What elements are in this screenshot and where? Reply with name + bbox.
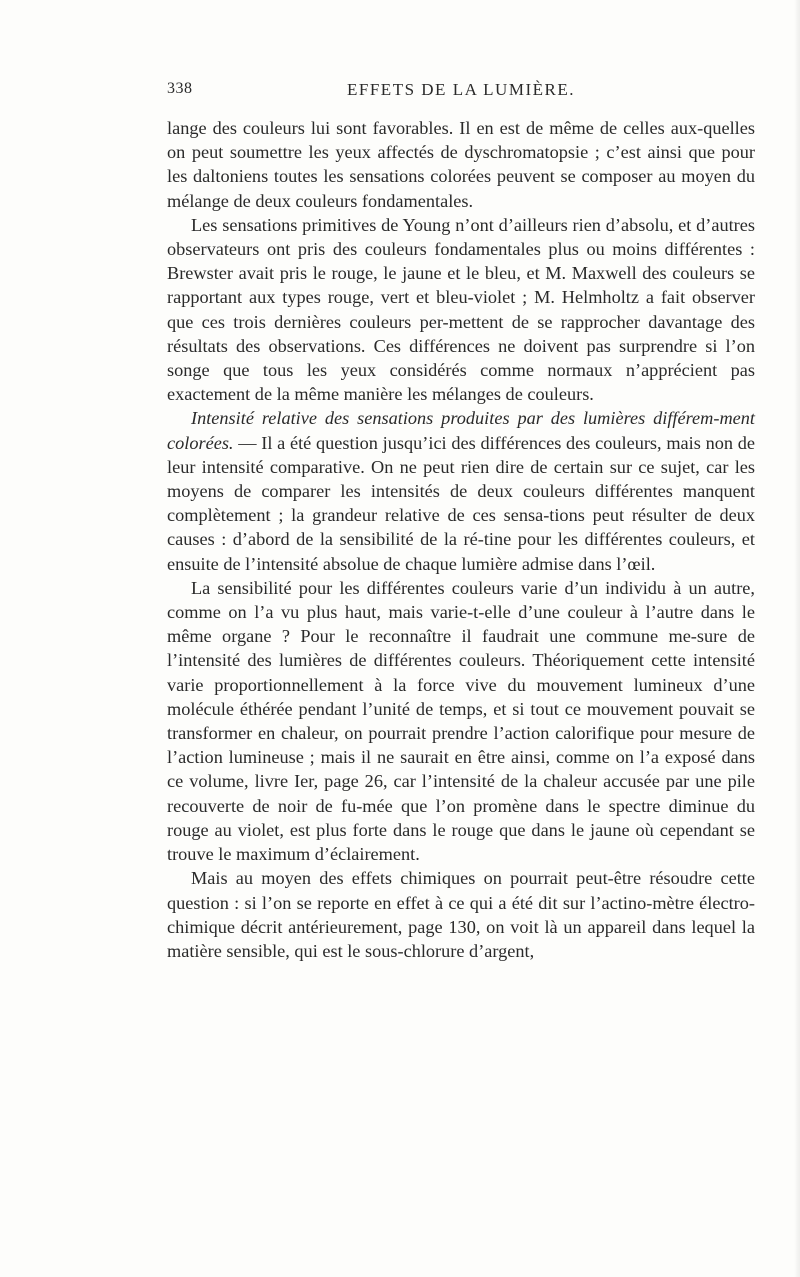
paragraph-5 [167,866,755,963]
page-number: 338 [167,80,193,97]
paragraph-3 [167,406,755,575]
running-title: EFFETS DE LA LUMIÈRE. [347,80,575,99]
running-head [167,80,755,104]
paragraph-1 [167,116,755,213]
paragraph-3-text: — Il a été question jusqu’ici des différences des couleurs, mais non de leur intensité comparative. On ne peut rien dire de certain sur ce sujet, car les moyens de comparer les intensités de deux couleurs différentes manquent complètement ; la grandeur relative de ces sensa-tions peut résulter de deux causes : d’abord de la sensibilité de la ré-tine pour les différentes couleurs, et ensuite de l’intensité absolue de chaque lumière admise dans l’œil. [167,432,755,574]
paragraph-4 [167,576,755,866]
section-heading-italic: Intensité relative des sensations produites par des lumières différem-ment colorées. [167,408,755,453]
paragraph-2-text: Les sensations primitives de Young n’ont d’ailleurs rien d’absolu, et d’autres observateurs ont pris des couleurs fondamentales plus ou moins différentes : Brewster avait pris le rouge, le jaune et le bleu, et M. Maxwell des couleurs se rapportant aux types rouge, vert et bleu-violet ; M. Helmholtz a fait observer que ces trois dernières couleurs per-mettent de se rapprocher davantage des résultats des observations. Ces différences ne doivent pas surprendre si l’on songe que tous les yeux considérés comme normaux n’apprécient pas exactement de la même manière les mélanges de couleurs. [167,214,755,405]
page-edge-shadow [794,0,800,1277]
paragraph-4-text: La sensibilité pour les différentes couleurs varie d’un individu à un autre, comme on l’a vu plus haut, mais varie-t-elle d’une couleur à l’autre dans le même organe ? Pour le reconnaître il faudrait une commune me-sure de l’intensité des lumières de différentes couleurs. Théoriquement cette intensité varie proportionnellement à la force vive du mouvement lumineux d’une molécule éthérée pendant l’unité de temps, et si tout ce mouvement pouvait se transformer en chaleur, on pourrait prendre l’action calorifique pour mesure de l’action lumineuse ; mais il ne saurait en être ainsi, comme on l’a exposé dans ce volume, livre Ier, page 26, car l’intensité de la chaleur accusée par une pile recouverte de noir de fu-mée que l’on promène dans le spectre diminue du rouge au violet, est plus forte dans le rouge que dans le jaune où cependant se trouve le maximum d’éclairement. [167,577,755,865]
paragraph-5-text: Mais au moyen des effets chimiques on pourrait peut-être résoudre cette question : si l’on se reporte en effet à ce qui a été dit sur l’actino-mètre électro-chimique décrit antérieurement, page 130, on voit là un appareil dans lequel la matière sensible, qui est le sous-chlorure d’argent, [167,868,755,961]
paragraph-1-text: lange des couleurs lui sont favorables. Il en est de même de celles aux-quelles on peut soumettre les yeux affectés de dyschromatopsie ; c’est ainsi que pour les daltoniens toutes les sensations colorées peuvent se composer au moyen du mélange de deux couleurs fondamentales. [167,118,755,211]
paragraph-2 [167,213,755,407]
body-text [167,116,755,963]
